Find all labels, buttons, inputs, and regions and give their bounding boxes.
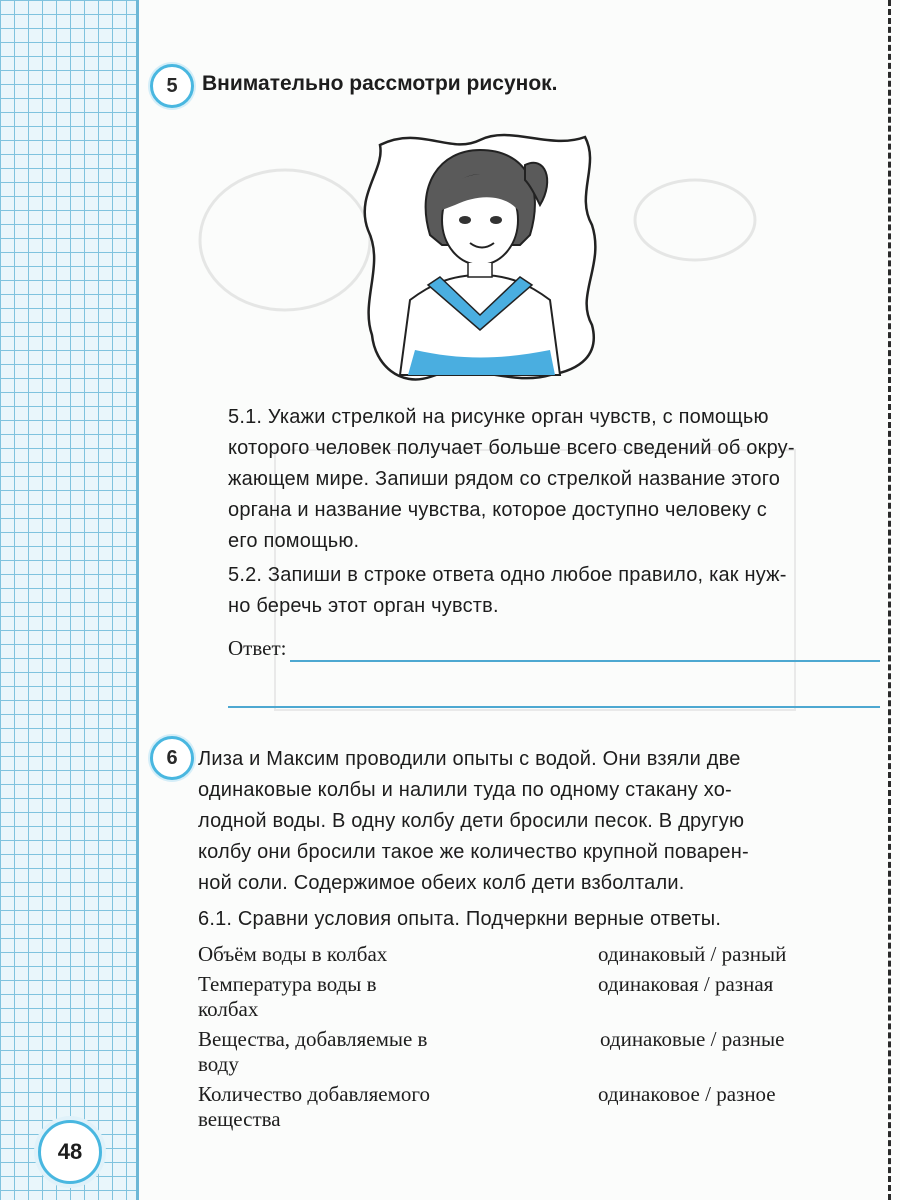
choice-temperature[interactable]: одинаковая / разная bbox=[598, 972, 774, 996]
q51-line: его помощью. bbox=[228, 530, 360, 552]
task6-line: колбу они бросили такое же количество крупной поварен- bbox=[198, 841, 749, 863]
task-5-title: Внимательно рассмотри рисунок. bbox=[202, 72, 558, 95]
task6-line: одинаковые колбы и налили туда по одному стакану хо- bbox=[198, 779, 732, 801]
right-eye bbox=[490, 216, 502, 224]
q52-line: 5.2. Запиши в строке ответа одно любое правило, как нуж- bbox=[228, 564, 787, 586]
question-6-1: 6.1. Сравни условия опыта. Подчеркни верные ответы. bbox=[198, 908, 722, 930]
choice-substances[interactable]: одинаковые / разные bbox=[600, 1027, 785, 1051]
grid-margin bbox=[0, 0, 138, 1200]
question-5-2 bbox=[228, 560, 888, 622]
row-label: Температура воды в bbox=[198, 972, 377, 996]
q51-line: органа и название чувства, которое доступно человеку с bbox=[228, 499, 767, 521]
page-number: 48 bbox=[38, 1120, 102, 1184]
row-label: колбах bbox=[198, 997, 259, 1021]
margin-edge bbox=[136, 0, 139, 1200]
compare-row-volume bbox=[198, 942, 387, 967]
row-label: вещества bbox=[198, 1107, 281, 1131]
choice-volume[interactable]: одинаковый / разный bbox=[598, 942, 787, 966]
task-6-text bbox=[198, 744, 888, 899]
answer-line-1[interactable] bbox=[290, 660, 880, 662]
task-6-number: 6 bbox=[150, 736, 194, 780]
row-label: Вещества, добавляемые в bbox=[198, 1027, 428, 1051]
compare-row-temperature bbox=[198, 972, 377, 1022]
row-label: воду bbox=[198, 1052, 239, 1076]
q52-line: но беречь этот орган чувств. bbox=[228, 595, 499, 617]
question-5-1 bbox=[228, 402, 888, 557]
task6-line: Лиза и Максим проводили опыты с водой. Они взяли две bbox=[198, 748, 741, 770]
compare-row-substances bbox=[198, 1027, 427, 1077]
choice-amount[interactable]: одинаковое / разное bbox=[598, 1082, 776, 1106]
answer-label: Ответ: bbox=[228, 636, 287, 660]
answer-line-2[interactable] bbox=[228, 706, 880, 708]
task6-line: ной соли. Содержимое обеих колб дети взболтали. bbox=[198, 872, 685, 894]
neck bbox=[468, 263, 492, 277]
girl-illustration[interactable] bbox=[360, 125, 600, 385]
task-5-number: 5 bbox=[150, 64, 194, 108]
q51-line: 5.1. Укажи стрелкой на рисунке орган чувств, с помощью bbox=[228, 406, 769, 428]
left-eye bbox=[459, 216, 471, 224]
row-label: Количество добавляемого bbox=[198, 1082, 430, 1106]
row-label: Объём воды в колбах bbox=[198, 942, 388, 966]
q51-line: жающем мире. Запиши рядом со стрелкой название этого bbox=[228, 468, 781, 490]
task6-line: лодной воды. В одну колбу дети бросили песок. В другую bbox=[198, 810, 745, 832]
compare-row-amount bbox=[198, 1082, 430, 1132]
q51-line: которого человек получает больше всего сведений об окру- bbox=[228, 437, 795, 459]
